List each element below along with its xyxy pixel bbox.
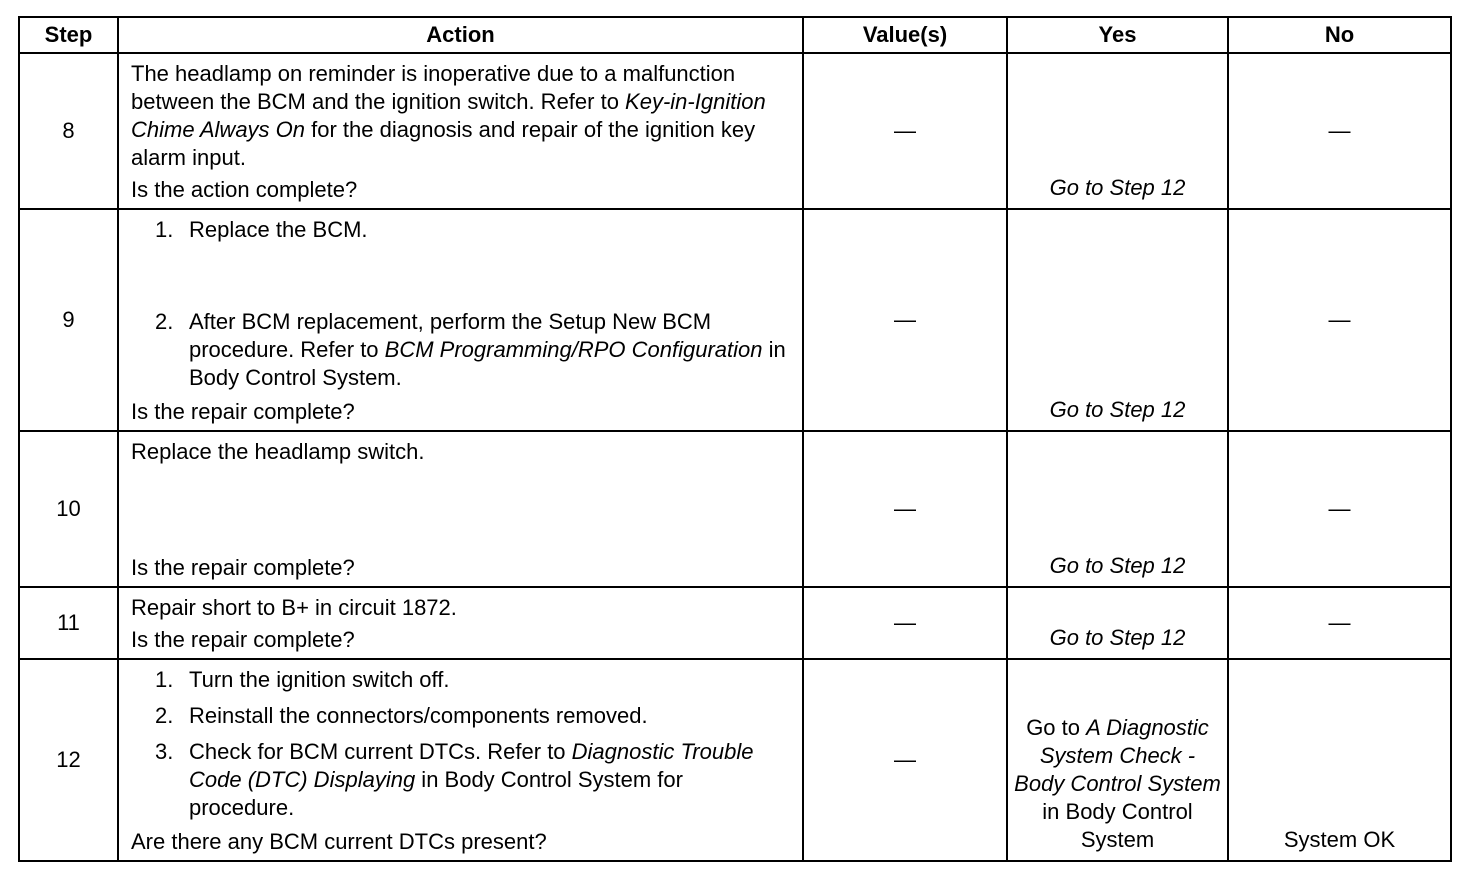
- yes-result: Go to Step 12: [1049, 625, 1186, 650]
- action-question: Is the repair complete?: [131, 555, 355, 580]
- action-question: Is the action complete?: [131, 177, 358, 202]
- list-item: 2. Reinstall the connectors/components removed.: [155, 703, 648, 728]
- yes-result: Go to A Diagnostic System Check - Body Control System in Body Control System: [1014, 715, 1221, 852]
- action-steps: [131, 666, 792, 822]
- values-cell: —: [803, 659, 1007, 861]
- table-row: [19, 659, 1451, 861]
- no-cell: [1228, 659, 1451, 861]
- yes-result: Go to Step 12: [1049, 175, 1186, 200]
- no-cell: —: [1228, 587, 1451, 659]
- step-number: 11: [19, 587, 118, 659]
- reference-link: BCM Programming/RPO Configuration: [384, 337, 763, 362]
- action-question: Is the repair complete?: [131, 399, 355, 424]
- header-step: Step: [19, 17, 118, 53]
- reference-link: A Diagnostic System Check - Body Control System: [1014, 715, 1221, 796]
- header-action: Action: [118, 17, 803, 53]
- action-question: Is the repair complete?: [131, 627, 355, 652]
- header-values: Value(s): [803, 17, 1007, 53]
- list-item: 3. Check for BCM current DTCs. Refer to Diagnostic Trouble Code (DTC) Displaying in Body Control System for procedure.: [155, 739, 754, 820]
- diagnostic-table: [18, 16, 1452, 862]
- header-row: [19, 17, 1451, 53]
- no-cell: —: [1228, 53, 1451, 209]
- yes-cell: [1007, 659, 1228, 861]
- list-item: 1. Replace the BCM.: [155, 217, 368, 242]
- yes-cell: [1007, 53, 1228, 209]
- table-row: [19, 431, 1451, 587]
- no-result: System OK: [1283, 827, 1396, 852]
- action-steps: [131, 216, 792, 244]
- step-number: 8: [19, 53, 118, 209]
- values-cell: —: [803, 587, 1007, 659]
- yes-cell: [1007, 431, 1228, 587]
- list-item: 2. After BCM replacement, perform the Setup New BCM procedure. Refer to BCM Programming/RPO Configuration in Body Control System.: [155, 309, 786, 390]
- step-number: 12: [19, 659, 118, 861]
- table-row: [19, 587, 1451, 659]
- reference-link: Diagnostic Trouble Code (DTC) Displaying: [189, 739, 754, 792]
- values-cell: —: [803, 209, 1007, 431]
- yes-cell: [1007, 209, 1228, 431]
- reference-link: Key-in-Ignition Chime Always On: [131, 89, 766, 142]
- yes-result: Go to Step 12: [1049, 553, 1186, 578]
- action-cell: [118, 587, 803, 659]
- values-cell: —: [803, 53, 1007, 209]
- action-cell: [118, 431, 803, 587]
- no-cell: —: [1228, 209, 1451, 431]
- step-number: 9: [19, 209, 118, 431]
- action-cell: [118, 209, 803, 431]
- yes-cell: [1007, 587, 1228, 659]
- table-row: [19, 209, 1451, 431]
- step-number: 10: [19, 431, 118, 587]
- action-steps: [131, 308, 792, 392]
- yes-result: Go to Step 12: [1049, 397, 1186, 422]
- action-text: Replace the headlamp switch.: [131, 439, 425, 464]
- no-cell: —: [1228, 431, 1451, 587]
- action-cell: [118, 53, 803, 209]
- action-text: Repair short to B+ in circuit 1872.: [131, 595, 457, 620]
- header-no: No: [1228, 17, 1451, 53]
- action-cell: [118, 659, 803, 861]
- values-cell: —: [803, 431, 1007, 587]
- header-yes: Yes: [1007, 17, 1228, 53]
- action-question: Are there any BCM current DTCs present?: [131, 829, 547, 854]
- list-item: 1. Turn the ignition switch off.: [155, 667, 450, 692]
- action-text: The headlamp on reminder is inoperative due to a malfunction between the BCM and the ignition switch. Refer to Key-in-Ignition Chime Always On for the diagnosis and repair of the ignition key alarm input.: [131, 61, 766, 170]
- table-row: [19, 53, 1451, 209]
